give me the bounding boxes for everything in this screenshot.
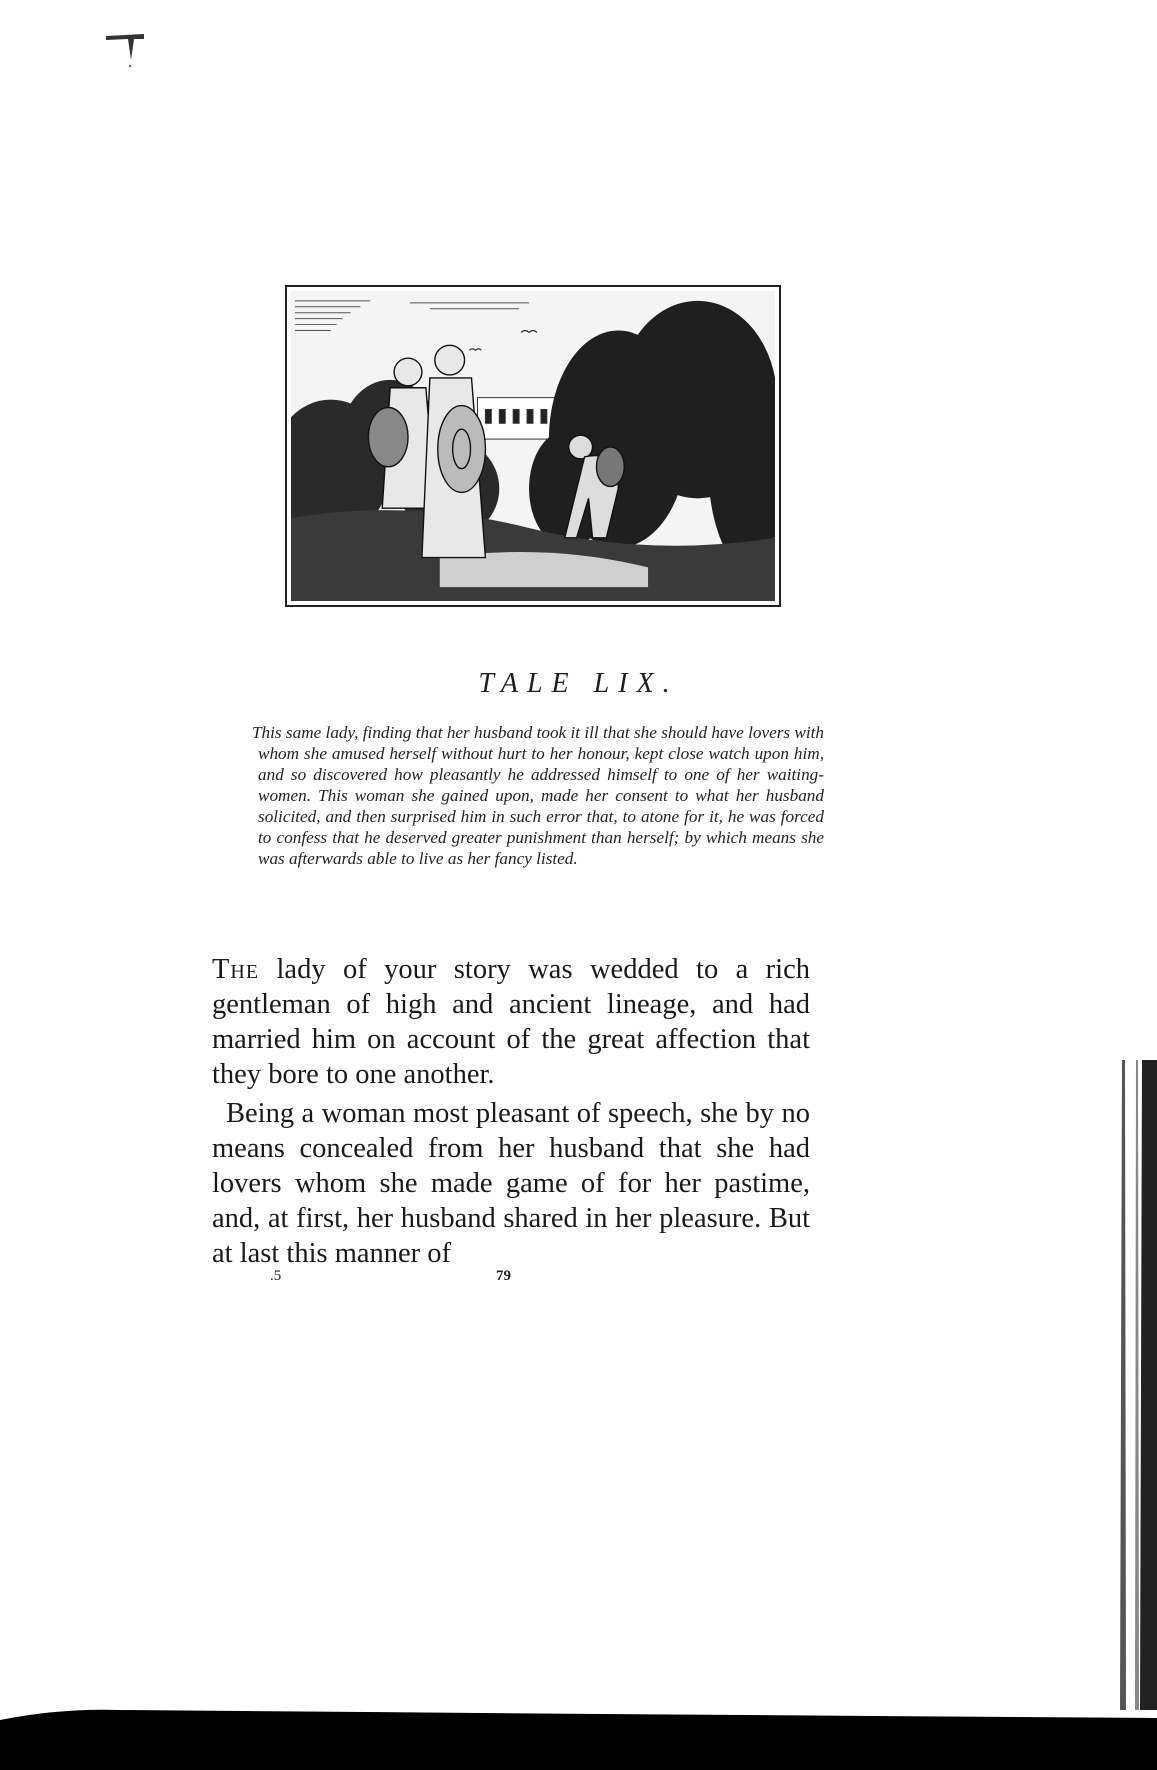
drop-word: The: [212, 954, 260, 985]
scan-shadow-icon: [0, 1700, 1157, 1770]
scan-mark-icon: [104, 30, 150, 70]
page-number: 79: [496, 1268, 511, 1284]
tale-summary: This same lady, finding that her husband took it ill that she should have lovers with whom she amused herself without hurt to her honour, kept close watch upon him, and so discovered how pleasantly he addressed himself to one of her waiting-women. This woman she gained upon, made her consent to what her husband solicited, and then surprised him in such error that, to atone for it, he was forced to confess that he deserved greater punishment than herself; by which means she was afterwards able to live as her fancy listed.: [252, 723, 824, 868]
tale-title: TALE LIX.: [478, 668, 679, 699]
illustration-plate: [285, 285, 781, 607]
body-text: [212, 952, 810, 1271]
paragraph-2: Being a woman most pleasant of speech, she by no means concealed from her husband that she had lovers whom she made game of for her pastime, and, at first, her husband shared in her pleasure. But at last this manner of: [212, 1098, 810, 1269]
engraving-illustration-icon: [291, 291, 775, 601]
signature-mark: .5: [270, 1268, 282, 1284]
scan-edge-icon: [1092, 1060, 1157, 1710]
paragraph-1-text: lady of your story was wedded to a rich gentleman of high and ancient lineage, and had married him on account of the great affection that they bore to one another.: [212, 954, 810, 1090]
paragraph-1: [212, 952, 810, 1092]
